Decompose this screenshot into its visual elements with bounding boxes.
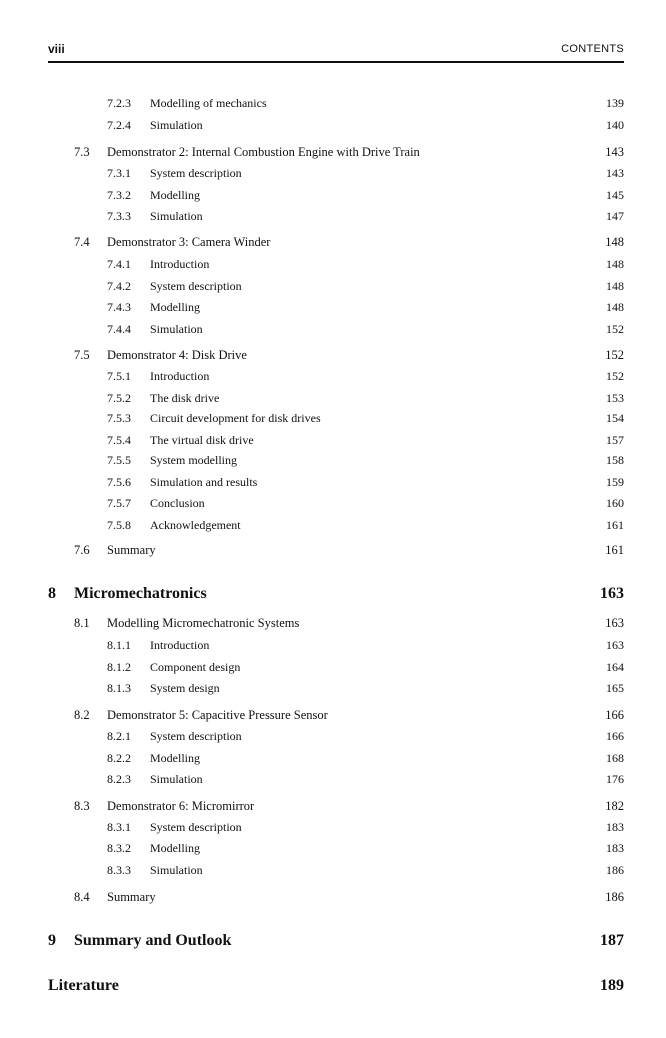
toc-page-number: 165 — [606, 681, 624, 695]
toc-number: 7.4.4 — [107, 322, 131, 336]
toc-title: System design — [150, 681, 220, 695]
toc-title: Demonstrator 5: Capacitive Pressure Sensor — [107, 708, 328, 722]
toc-number: 8.1.3 — [107, 681, 131, 695]
toc-title: Acknowledgement — [150, 518, 241, 532]
toc-number: 8.2.2 — [107, 751, 131, 765]
toc-page-number: 186 — [606, 863, 624, 877]
toc-section[interactable] — [48, 706, 624, 724]
toc-number: 8.3.1 — [107, 820, 131, 834]
toc-subsection[interactable] — [48, 255, 624, 273]
toc-number: 8.2.1 — [107, 729, 131, 743]
toc-title: Demonstrator 4: Disk Drive — [107, 348, 247, 362]
toc-title: System description — [150, 166, 242, 180]
toc-number: 7.5.1 — [107, 369, 131, 383]
toc-page-number: 140 — [606, 118, 624, 132]
toc-section[interactable] — [48, 346, 624, 364]
toc-section[interactable] — [48, 541, 624, 559]
toc-title: Simulation — [150, 772, 203, 786]
toc-subsection[interactable] — [48, 473, 624, 491]
toc-subsection[interactable] — [48, 367, 624, 385]
toc-title: Modelling of mechanics — [150, 96, 267, 110]
toc-section[interactable] — [48, 614, 624, 632]
toc-backmatter[interactable] — [48, 975, 624, 997]
toc-title: Modelling — [150, 300, 200, 314]
toc-chapter[interactable] — [48, 930, 624, 952]
toc-page-number: 189 — [600, 977, 624, 994]
table-of-contents — [48, 0, 624, 1038]
toc-page-number: 183 — [606, 841, 624, 855]
toc-title: Modelling — [150, 188, 200, 202]
toc-title: The disk drive — [150, 391, 220, 405]
toc-number: 7.6 — [74, 543, 90, 557]
toc-section[interactable] — [48, 143, 624, 161]
toc-page-number: 143 — [605, 145, 624, 159]
toc-page-number: 166 — [605, 708, 624, 722]
toc-title: System description — [150, 279, 242, 293]
toc-subsection[interactable] — [48, 818, 624, 836]
toc-number: 8.4 — [74, 890, 90, 904]
toc-page-number: 160 — [606, 496, 624, 510]
toc-title: System modelling — [150, 453, 237, 467]
toc-number: 7.2.4 — [107, 118, 131, 132]
toc-subsection[interactable] — [48, 186, 624, 204]
toc-title: System description — [150, 729, 242, 743]
toc-number: 8.3.3 — [107, 863, 131, 877]
toc-title: Modelling — [150, 841, 200, 855]
toc-number: 7.3.2 — [107, 188, 131, 202]
toc-number: 7.5.8 — [107, 518, 131, 532]
toc-subsection[interactable] — [48, 861, 624, 879]
toc-subsection[interactable] — [48, 431, 624, 449]
toc-page-number: 166 — [606, 729, 624, 743]
toc-page-number: 183 — [606, 820, 624, 834]
toc-title: Demonstrator 3: Camera Winder — [107, 235, 271, 249]
toc-page-number: 176 — [606, 772, 624, 786]
toc-title: Summary and Outlook — [74, 932, 232, 949]
toc-page-number: 161 — [606, 518, 624, 532]
toc-subsection[interactable] — [48, 679, 624, 697]
toc-subsection[interactable] — [48, 116, 624, 134]
toc-subsection[interactable] — [48, 658, 624, 676]
toc-title: Introduction — [150, 369, 210, 383]
toc-page-number: 145 — [606, 188, 624, 202]
toc-section[interactable] — [48, 233, 624, 251]
toc-title: Summary — [107, 543, 156, 557]
toc-section[interactable] — [48, 797, 624, 815]
toc-chapter[interactable] — [48, 583, 624, 605]
toc-page-number: 187 — [600, 932, 624, 949]
toc-number: 7.3.3 — [107, 209, 131, 223]
toc-page-number: 154 — [606, 411, 624, 425]
toc-page-number: 158 — [606, 453, 624, 467]
toc-subsection[interactable] — [48, 727, 624, 745]
toc-subsection[interactable] — [48, 839, 624, 857]
toc-subsection[interactable] — [48, 389, 624, 407]
toc-number: 7.4.2 — [107, 279, 131, 293]
toc-title: Modelling Micromechatronic Systems — [107, 616, 300, 630]
toc-subsection[interactable] — [48, 320, 624, 338]
toc-page-number: 164 — [606, 660, 624, 674]
toc-subsection[interactable] — [48, 636, 624, 654]
toc-title: The virtual disk drive — [150, 433, 254, 447]
toc-number: 7.3 — [74, 145, 90, 159]
toc-page-number: 163 — [600, 585, 624, 602]
toc-page-number: 143 — [606, 166, 624, 180]
toc-subsection[interactable] — [48, 164, 624, 182]
toc-number: 7.4.3 — [107, 300, 131, 314]
toc-page-number: 186 — [605, 890, 624, 904]
toc-page-number: 163 — [606, 638, 624, 652]
toc-number: 7.4.1 — [107, 257, 131, 271]
toc-title: Simulation — [150, 209, 203, 223]
toc-title: Demonstrator 6: Micromirror — [107, 799, 255, 813]
toc-subsection[interactable] — [48, 277, 624, 295]
toc-title: Demonstrator 2: Internal Combustion Engine with Drive Train — [107, 145, 420, 159]
toc-title: Conclusion — [150, 496, 205, 510]
toc-number: 8 — [48, 585, 56, 602]
toc-subsection[interactable] — [48, 770, 624, 788]
toc-title: Literature — [48, 977, 119, 994]
toc-page-number: 157 — [606, 433, 624, 447]
toc-number: 7.3.1 — [107, 166, 131, 180]
toc-section[interactable] — [48, 888, 624, 906]
toc-number: 8.1.2 — [107, 660, 131, 674]
toc-number: 7.5.2 — [107, 391, 131, 405]
toc-number: 7.2.3 — [107, 96, 131, 110]
toc-number: 8.3.2 — [107, 841, 131, 855]
toc-page-number: 152 — [605, 348, 624, 362]
toc-title: Summary — [107, 890, 156, 904]
toc-page-number: 152 — [606, 322, 624, 336]
toc-number: 7.5.3 — [107, 411, 131, 425]
toc-subsection[interactable] — [48, 749, 624, 767]
toc-number: 8.3 — [74, 799, 90, 813]
toc-title: Component design — [150, 660, 241, 674]
toc-title: Circuit development for disk drives — [150, 411, 321, 425]
toc-page-number: 148 — [606, 279, 624, 293]
toc-subsection[interactable] — [48, 451, 624, 469]
toc-subsection[interactable] — [48, 516, 624, 534]
toc-page-number: 139 — [606, 96, 624, 110]
toc-number: 7.5.7 — [107, 496, 131, 510]
toc-subsection[interactable] — [48, 494, 624, 512]
toc-number: 7.5.5 — [107, 453, 131, 467]
toc-page-number: 168 — [606, 751, 624, 765]
toc-number: 7.4 — [74, 235, 90, 249]
toc-page-number: 182 — [605, 799, 624, 813]
toc-number: 8.2 — [74, 708, 90, 722]
toc-page-number: 153 — [606, 391, 624, 405]
toc-page-number: 161 — [605, 543, 624, 557]
toc-subsection[interactable] — [48, 409, 624, 427]
toc-page-number: 148 — [606, 257, 624, 271]
toc-page-number: 163 — [605, 616, 624, 630]
toc-number: 8.2.3 — [107, 772, 131, 786]
running-title: CONTENTS — [561, 43, 624, 55]
toc-subsection[interactable] — [48, 207, 624, 225]
toc-title: Simulation and results — [150, 475, 258, 489]
toc-number: 8.1 — [74, 616, 90, 630]
toc-page-number: 152 — [606, 369, 624, 383]
toc-number: 8.1.1 — [107, 638, 131, 652]
toc-title: System description — [150, 820, 242, 834]
toc-subsection[interactable] — [48, 298, 624, 316]
toc-title: Micromechatronics — [74, 585, 207, 602]
toc-number: 7.5.4 — [107, 433, 131, 447]
toc-subsection[interactable] — [48, 94, 624, 112]
toc-page-number: 159 — [606, 475, 624, 489]
toc-page-number: 147 — [606, 209, 624, 223]
toc-number: 9 — [48, 932, 56, 949]
toc-title: Simulation — [150, 118, 203, 132]
toc-page-number: 148 — [605, 235, 624, 249]
page-folio: viii — [48, 42, 65, 56]
toc-page-number: 148 — [606, 300, 624, 314]
toc-title: Introduction — [150, 257, 210, 271]
toc-title: Simulation — [150, 863, 203, 877]
toc-number: 7.5 — [74, 348, 90, 362]
toc-title: Modelling — [150, 751, 200, 765]
toc-title: Introduction — [150, 638, 210, 652]
toc-title: Simulation — [150, 322, 203, 336]
toc-number: 7.5.6 — [107, 475, 131, 489]
